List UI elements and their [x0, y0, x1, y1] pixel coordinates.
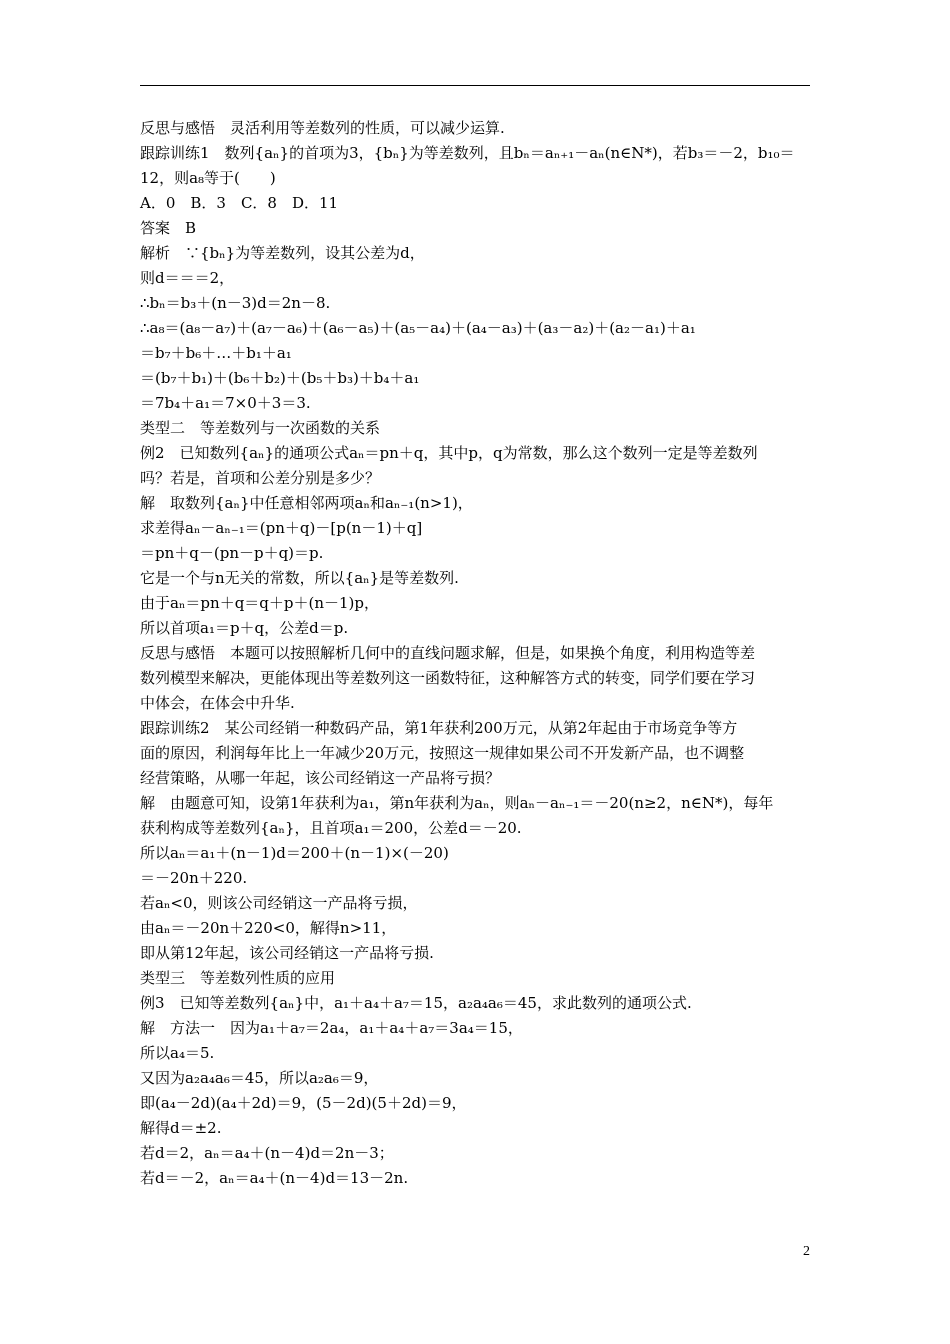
text-line: 例2 已知数列{aₙ}的通项公式aₙ＝pn＋q，其中p，q为常数，那么这个数列一定是等差数列 [140, 444, 758, 462]
text-line: ＝7b₄＋a₁＝7×0＋3＝3. [140, 394, 311, 412]
text-line: 解 取数列{aₙ}中任意相邻两项aₙ和aₙ₋₁(n>1)， [140, 494, 473, 512]
text-line: ＝(b₇＋b₁)＋(b₆＋b₂)＋(b₅＋b₃)＋b₄＋a₁ [140, 369, 420, 387]
text-line: ＝－20n＋220. [140, 869, 248, 887]
page-number: 2 [803, 1244, 810, 1259]
text-line: 若d＝2，aₙ＝a₄＋(n－4)d＝2n－3； [140, 1144, 394, 1162]
text-line: 12，则a₈等于( ) [140, 169, 276, 187]
text-line: 由aₙ＝－20n＋220<0，解得n>11， [140, 919, 397, 937]
text-line: 若aₙ<0，则该公司经销这一产品将亏损， [140, 894, 418, 912]
text-line: 它是一个与n无关的常数，所以{aₙ}是等差数列. [140, 569, 459, 587]
text-line: 则d＝＝＝2， [140, 269, 235, 287]
text-line: 解 由题意可知，设第1年获利为a₁，第n年获利为aₙ，则aₙ－aₙ₋₁＝－20(n≥2，n∈N*)，每年 [140, 794, 774, 812]
text-line: 跟踪训练1 数列{aₙ}的首项为3，{bₙ}为等差数列，且bₙ＝aₙ₊₁－aₙ(n∈N*)，若b₃＝－2，b₁₀＝ [140, 144, 795, 162]
text-line: ＝pn＋q－(pn－p＋q)＝p. [140, 544, 324, 562]
text-line: 答案 B [140, 219, 197, 237]
text-line: 所以首项a₁＝p＋q，公差d＝p. [140, 619, 349, 637]
text-line: 反思与感悟 灵活利用等差数列的性质，可以减少运算. [140, 119, 505, 137]
text-line: 中体会，在体会中升华. [140, 694, 295, 712]
text-line: 所以a₄＝5. [140, 1044, 215, 1062]
text-line: ∴bₙ＝b₃＋(n－3)d＝2n－8. [140, 294, 331, 312]
text-line: 若d＝－2，aₙ＝a₄＋(n－4)d＝13－2n. [140, 1169, 409, 1187]
text-line: ∴a₈＝(a₈－a₇)＋(a₇－a₆)＋(a₆－a₅)＋(a₅－a₄)＋(a₄－a₃)＋(a₃－a₂)＋(a₂－a₁)＋a₁ [140, 319, 696, 337]
text-line: 获利构成等差数列{aₙ}，且首项a₁＝200，公差d＝－20. [140, 819, 522, 837]
text-line: A．0 B．3 C．8 D．11 [140, 194, 339, 212]
text-line: 解析 ∵{bₙ}为等差数列，设其公差为d， [140, 244, 425, 262]
text-line: 即(a₄－2d)(a₄＋2d)＝9，(5－2d)(5＋2d)＝9， [140, 1094, 467, 1112]
text-line: 面的原因，利润每年比上一年减少20万元，按照这一规律如果公司不开发新产品，也不调整 [140, 744, 745, 762]
text-line: 数列模型来解决，更能体现出等差数列这一函数特征，这种解答方式的转变，同学们要在学习 [140, 669, 756, 687]
section-heading: 类型三 等差数列性质的应用 [140, 969, 336, 987]
text-line: 跟踪训练2 某公司经销一种数码产品，第1年获利200万元，从第2年起由于市场竞争等方 [140, 719, 738, 737]
text-line: 解 方法一 因为a₁＋a₇＝2a₄，a₁＋a₄＋a₇＝3a₄＝15， [140, 1019, 523, 1037]
section-heading: 类型二 等差数列与一次函数的关系 [140, 419, 381, 437]
text-line: ＝b₇＋b₆＋…＋b₁＋a₁ [140, 344, 292, 362]
text-line: 经营策略，从哪一年起，该公司经销这一产品将亏损？ [140, 769, 501, 787]
text-line: 反思与感悟 本题可以按照解析几何中的直线问题求解，但是，如果换个角度，利用构造等差 [140, 644, 756, 662]
text-line: 求差得aₙ－aₙ₋₁＝(pn＋q)－[p(n－1)＋q] [140, 519, 423, 537]
text-line: 又因为a₂a₄a₆＝45，所以a₂a₆＝9， [140, 1069, 379, 1087]
text-line: 解得d＝±2. [140, 1119, 222, 1137]
text-line: 所以aₙ＝a₁＋(n－1)d＝200＋(n－1)×(－20) [140, 844, 449, 862]
text-line: 由于aₙ＝pn＋q＝q＋p＋(n－1)p， [140, 594, 380, 612]
document-body [140, 116, 812, 1191]
text-line: 即从第12年起，该公司经销这一产品将亏损. [140, 944, 434, 962]
text-line: 例3 已知等差数列{aₙ}中，a₁＋a₄＋a₇＝15，a₂a₄a₆＝45，求此数列的通项公式. [140, 994, 692, 1012]
text-line: 吗？若是，首项和公差分别是多少？ [140, 469, 381, 487]
header-rule [140, 85, 810, 86]
